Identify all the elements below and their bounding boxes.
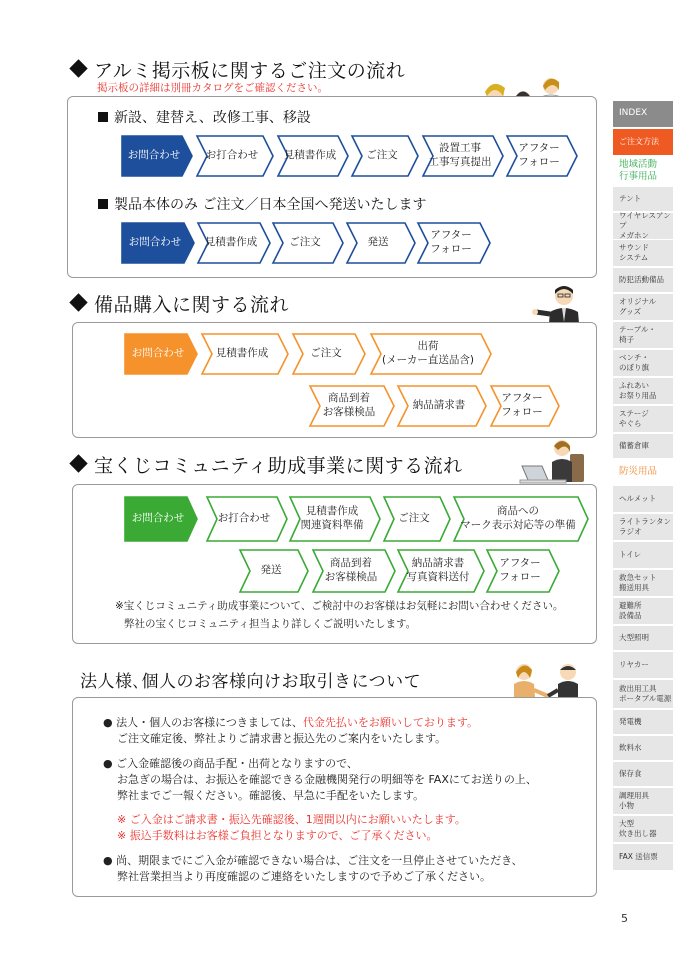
section4-title: 法人様､個人のお客様向けお取引きについて — [80, 672, 422, 692]
sidebar-item-label: ワイヤレスアンプ メガホン — [619, 211, 671, 240]
flow-step-label: アフター フォロー — [501, 392, 543, 418]
sidebar-item[interactable] — [613, 378, 673, 404]
flow-step-label: 設置工事 工事写真提出 — [428, 142, 492, 168]
sidebar-item[interactable] — [613, 129, 673, 155]
flow-step-label: 発送 — [367, 236, 389, 249]
flow-step — [278, 136, 348, 176]
flow-step-label: ご注文 — [289, 236, 321, 249]
flow-step-label: アフター フォロー — [499, 557, 541, 583]
sidebar-item-label: ご注文方法 — [619, 136, 659, 146]
sidebar-item-label: FAX 送信票 — [619, 852, 658, 862]
flow-step-label: 見積書作成 — [204, 236, 258, 249]
flow-step-label: お問合わせ — [127, 149, 181, 162]
sidebar-item-label: 保存食 — [619, 769, 642, 779]
sidebar-item-label: 地域活動 行事用品 — [619, 158, 658, 182]
square-bullet-icon — [98, 112, 108, 122]
sidebar-item[interactable] — [613, 680, 673, 708]
flow-step — [352, 136, 418, 176]
sidebar-item[interactable] — [613, 486, 673, 512]
flow-step-label: 出荷 (メーカー直送品含) — [382, 340, 474, 366]
flow-step-label: お打合わせ — [205, 149, 259, 162]
sidebar-item-label: ライトランタン ラジオ — [619, 517, 671, 536]
sidebar-item-label: ヘルメット — [619, 494, 657, 504]
diamond-bullet-icon — [69, 59, 87, 77]
flow-step-label: アフター フォロー — [430, 229, 472, 255]
sidebar-index-header: INDEX — [613, 101, 673, 127]
sidebar-item[interactable] — [613, 406, 673, 432]
page-number: 5 — [621, 912, 628, 925]
section3-note2: 弊社の宝くじコミュニティ担当より詳しくご説明いたします。 — [124, 618, 417, 630]
sidebar-item[interactable] — [613, 710, 673, 734]
flow-step — [122, 223, 194, 263]
sidebar-item[interactable] — [613, 213, 673, 239]
flow-step-label: 見積書作成 関連資料準備 — [300, 505, 364, 531]
bullet-dot-icon: ● — [103, 854, 117, 867]
flow-step — [240, 550, 308, 592]
sidebar-item[interactable] — [613, 816, 673, 842]
flow-step-label: アフター フォロー — [518, 142, 560, 168]
section3-title: 宝くじコミュニティ助成事業に関する流れ — [72, 451, 463, 478]
flow-step — [198, 223, 270, 263]
sidebar-item-label: 発電機 — [619, 717, 642, 727]
bullet-dot-icon: ● — [103, 757, 117, 770]
flow-step — [371, 334, 491, 374]
flow-step — [207, 497, 287, 541]
sidebar-item[interactable] — [613, 736, 673, 760]
sidebar-item-label: サウンド システム — [619, 243, 649, 262]
flow-step — [125, 334, 197, 374]
bullet1-line2: ご注文確定後、弊社よりご請求書と振込先のご案内をいたします。 — [117, 732, 447, 745]
sidebar-item-label: ふれあい お祭り用品 — [619, 381, 657, 400]
sidebar-item[interactable] — [613, 626, 673, 650]
section1-sub2: 製品本体のみ ご注文／日本全国へ発送いたします — [98, 194, 426, 214]
flow-step — [273, 223, 343, 263]
section1-sub1: 新設、建替え、改修工事、移設 — [98, 107, 311, 127]
flow-step — [122, 136, 192, 176]
flow-step-label: 見積書作成 — [215, 347, 269, 360]
flow-step-label: 商品到着 お客様検品 — [324, 557, 378, 583]
square-bullet-icon — [98, 199, 108, 209]
sidebar-item-label: テント — [619, 194, 642, 204]
bullet2-line1: ● ご入金確認後の商品手配・出荷となりますので、 — [103, 757, 358, 770]
sidebar-item[interactable] — [613, 762, 673, 786]
section3-note1: ※宝くじコミュニティ助成事業について、ご検討中のお客様はお気軽にお問い合わせください。 — [115, 600, 564, 612]
sidebar-item[interactable] — [613, 598, 673, 624]
sidebar-item-label: オリジナル グッズ — [619, 297, 657, 316]
sidebar-item[interactable] — [613, 514, 673, 540]
diamond-bullet-icon — [69, 454, 87, 472]
flow-step-label: ご注文 — [366, 149, 398, 162]
flow-step-label: 見積書作成 — [283, 149, 337, 162]
catalog-note: 掲示板の詳細は別冊カタログをご確認ください。 — [97, 82, 328, 94]
sidebar-item[interactable] — [613, 187, 673, 211]
bullet3-line2: 弊社営業担当より再度確認のご連絡をいたしますので予めご了承ください。 — [117, 870, 491, 883]
bullet-dot-icon: ● — [103, 716, 117, 729]
diamond-bullet-icon — [69, 293, 87, 311]
sidebar-item[interactable] — [613, 268, 673, 292]
flow-step — [398, 550, 484, 592]
flow-step — [293, 334, 365, 374]
flow-step-label: お問合わせ — [131, 347, 185, 360]
sidebar-item[interactable] — [613, 844, 673, 870]
flow-step-label: ご注文 — [398, 512, 430, 525]
sidebar-item-label: 救急セット 搬送用具 — [619, 573, 657, 592]
sidebar-item[interactable] — [613, 294, 673, 320]
flow-step-label: お問合わせ — [128, 236, 182, 249]
sidebar-item[interactable] — [613, 350, 673, 376]
flow-step — [290, 497, 380, 541]
flow-step — [202, 334, 288, 374]
flow-step — [423, 136, 503, 176]
sidebar-item-label: 救出用工具 ポータブル電源 — [619, 684, 672, 703]
sidebar-item-label: 避難所 設備品 — [619, 601, 642, 620]
bullet3-line1: ● 尚、期限までにご入金が確認できない場合は、ご注文を一旦停止させていただき、 — [103, 854, 523, 867]
flow-step — [398, 386, 486, 426]
flow-step-label: 納品請求書 写真資料送付 — [406, 557, 470, 583]
sidebar-item-label: ステージ やぐら — [619, 409, 649, 428]
flow-step-label: 商品への マーク表示対応等の準備 — [460, 505, 576, 531]
sidebar-item[interactable] — [613, 788, 673, 814]
sidebar-item[interactable] — [613, 434, 673, 458]
sidebar-item[interactable] — [613, 652, 673, 678]
sidebar-item-label: トイレ — [619, 550, 642, 560]
flow-step — [125, 497, 197, 541]
sidebar-item-label: 備蓄倉庫 — [619, 441, 649, 451]
sidebar-item[interactable] — [613, 157, 673, 185]
flow-step-label: お問合わせ — [131, 512, 185, 525]
flow-step-label: 発送 — [260, 564, 282, 577]
flow-step-label: 納品請求書 — [412, 399, 466, 412]
flow-step-label: ご注文 — [310, 347, 342, 360]
sidebar-item[interactable] — [613, 461, 673, 483]
flow-step — [454, 497, 588, 541]
sidebar-item[interactable] — [613, 240, 673, 266]
flow-step — [310, 386, 394, 426]
flow-step — [347, 223, 415, 263]
bullet2-line3: 弊社までご一報ください。確認後、早急に手配をいたします。 — [117, 789, 425, 802]
flow-step — [418, 223, 490, 263]
sidebar-item-label: 飲料水 — [619, 743, 642, 753]
flow-step — [384, 497, 450, 541]
sidebar-item-label: 防災用品 — [619, 465, 658, 477]
flow-step — [313, 550, 395, 592]
flow-step — [491, 386, 559, 426]
operator-laptop-illustration — [518, 436, 590, 486]
sidebar-item-label: リヤカー — [619, 660, 649, 670]
sidebar-item[interactable] — [613, 542, 673, 568]
sidebar-item-label: 防犯活動備品 — [619, 275, 664, 285]
sidebar-item-label: 調理用具 小物 — [619, 791, 649, 810]
flow-step — [507, 136, 577, 176]
flow-step-label: お打合わせ — [217, 512, 271, 525]
flow-step — [197, 136, 273, 176]
section2-title: 備品購入に関する流れ — [72, 290, 289, 317]
section1-title: アルミ掲示板に関するご注文の流れ — [72, 56, 405, 83]
sidebar-item[interactable] — [613, 322, 673, 348]
bullet2-line2: お急ぎの場合は、お振込を確認できる金融機関発行の明細等を FAXにてお送りの上、 — [117, 773, 537, 786]
sidebar-item-label: ベンチ・ のぼり旗 — [619, 353, 649, 372]
flow-step-label: 商品到着 お客様検品 — [322, 392, 376, 418]
payment-deadline-note: ※ ご入金はご請求書・振込先確認後、1週間以内にお願いいたします。 — [117, 813, 466, 826]
sidebar-item-label: テーブル・ 椅子 — [619, 325, 656, 344]
flow-step — [487, 550, 559, 592]
transfer-fee-note: ※ 振込手数料はお客様ご負担となりますので、ご了承ください。 — [117, 829, 438, 842]
bullet1-line1: ● 法人・個人のお客様につきましては、代金先払いをお願いしております。 — [103, 716, 479, 729]
sidebar-item-label: 大型照明 — [619, 633, 649, 643]
sidebar-item[interactable] — [613, 570, 673, 596]
sidebar-item-label: 大型 炊き出し器 — [619, 819, 657, 838]
